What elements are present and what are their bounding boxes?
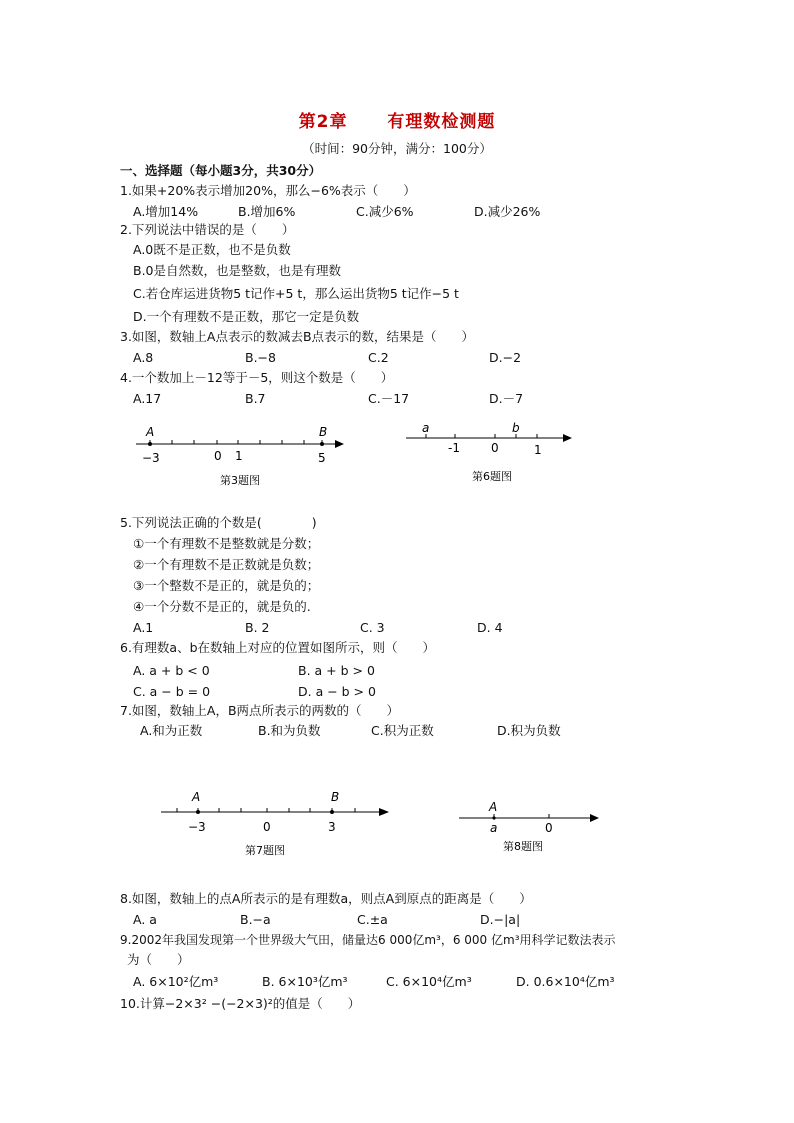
q5-statement-3: ③一个整数不是正的，就是负的； (133, 578, 320, 593)
q5-statement-2: ②一个有理数不是正数就是负数； (133, 557, 320, 572)
q5-option-d: D. 4 (477, 620, 503, 635)
section-heading: 一、选择题（每小题3分，共30分） (120, 163, 322, 178)
q9-option-c: C. 6×10⁴亿m³ (386, 974, 472, 989)
fig7-point-b: B (331, 790, 340, 804)
chapter-label: 第2章 (298, 112, 348, 132)
q5-statement-4: ④一个分数不是正的，就是负的. (133, 599, 311, 614)
fig3-label-0: 0 (214, 449, 222, 463)
q8-option-a: A. a (133, 912, 157, 927)
q1-option-a: A.增加14% (133, 204, 199, 219)
figure-6-number-line (400, 418, 580, 488)
question-2: 2.下列说法中错误的是（ ） (120, 222, 295, 237)
fig7-label-3: 3 (328, 820, 336, 834)
q2-option-c: C.若仓库运进货物5 t记作+5 t，那么运出货物5 t记作−5 t (133, 286, 459, 301)
q8-option-d: D.−|a| (480, 912, 521, 927)
fig7-label-0: 0 (263, 820, 271, 834)
q6-option-c: C. a − b = 0 (133, 684, 211, 699)
question-1: 1.如果+20%表示增加20%，那么−6%表示（ ） (120, 183, 416, 198)
q3-option-a: A.8 (133, 350, 154, 365)
q1-option-c: C.减少6% (356, 204, 414, 219)
fig8-label-a: a (490, 821, 498, 835)
q2-option-d: D.一个有理数不是正数，那它一定是负数 (133, 309, 360, 324)
figure-3-number-line (130, 420, 360, 490)
fig6-label-1: 1 (534, 443, 542, 457)
exam-info: （时间：90分钟，满分：100分） (302, 141, 492, 156)
q3-option-b: B.−8 (245, 350, 276, 365)
fig7-point-a: A (192, 790, 201, 804)
q7-option-c: C.积为正数 (371, 723, 434, 738)
q5-option-b: B. 2 (245, 620, 270, 635)
q5-option-c: C. 3 (360, 620, 385, 635)
fig3-label-neg3: −3 (142, 451, 160, 465)
page-title (0, 107, 794, 132)
question-8: 8.如图，数轴上的点A所表示的是有理数a，则点A到原点的距离是（ ） (120, 891, 532, 906)
question-6: 6.有理数a、b在数轴上对应的位置如图所示，则（ ） (120, 640, 436, 655)
fig3-point-b: B (319, 425, 328, 439)
fig3-label-5: 5 (318, 451, 326, 465)
q3-option-c: C.2 (368, 350, 389, 365)
q6-option-b: B. a + b > 0 (298, 663, 375, 678)
chapter-name: 有理数检测题 (387, 112, 496, 132)
fig6-point-b: b (512, 421, 520, 435)
fig6-label-0: 0 (491, 441, 499, 455)
fig6-point-a: a (422, 421, 430, 435)
q5-statement-1: ①一个有理数不是整数就是分数； (133, 536, 320, 551)
q5-option-a: A.1 (133, 620, 154, 635)
question-9: 9.2002年我国发现第一个世界级大气田，储量达6 000亿m³，6 000 亿m³用科学记数法表示 (120, 933, 616, 947)
fig8-point-a: A (489, 800, 498, 814)
question-4: 4.一个数加上－12等于－5，则这个数是（ ） (120, 370, 394, 385)
fig6-label-neg1: -1 (448, 441, 460, 455)
q1-option-d: D.减少26% (474, 204, 541, 219)
question-3: 3.如图，数轴上A点表示的数减去B点表示的数，结果是（ ） (120, 329, 475, 344)
question-7: 7.如图，数轴上A，B两点所表示的两数的（ ） (120, 703, 400, 718)
q1-option-b: B.增加6% (238, 204, 296, 219)
q7-option-a: A.和为正数 (140, 723, 203, 738)
fig8-caption: 第8题图 (503, 840, 543, 853)
q9-option-d: D. 0.6×10⁴亿m³ (516, 974, 615, 989)
question-9-continued: 为（ ） (127, 952, 190, 967)
q4-option-c: C.－17 (368, 391, 410, 406)
q4-option-d: D.－7 (489, 391, 524, 406)
fig7-caption: 第7题图 (245, 844, 285, 857)
q8-option-c: C.±a (357, 912, 388, 927)
figure-8-number-line (455, 796, 605, 858)
q7-option-d: D.积为负数 (497, 723, 561, 738)
q6-option-a: A. a + b < 0 (133, 663, 210, 678)
q9-option-a: A. 6×10²亿m³ (133, 974, 219, 989)
fig6-caption: 第6题图 (472, 470, 512, 483)
fig3-point-a: A (146, 425, 155, 439)
q6-option-d: D. a − b > 0 (298, 684, 376, 699)
q4-option-a: A.17 (133, 391, 162, 406)
question-10: 10.计算−2×3² −(−2×3)²的值是（ ） (120, 996, 361, 1011)
q2-option-a: A.0既不是正数，也不是负数 (133, 242, 291, 257)
q4-option-b: B.7 (245, 391, 266, 406)
q8-option-b: B.−a (240, 912, 271, 927)
q9-option-b: B. 6×10³亿m³ (262, 974, 348, 989)
fig3-label-1: 1 (235, 449, 243, 463)
fig8-label-0: 0 (545, 821, 553, 835)
q7-option-b: B.和为负数 (258, 723, 321, 738)
question-5: 5.下列说法正确的个数是( ) (120, 515, 317, 530)
q2-option-b: B.0是自然数，也是整数，也是有理数 (133, 263, 342, 278)
q3-option-d: D.−2 (489, 350, 522, 365)
fig7-label-neg3: −3 (188, 820, 206, 834)
figure-7-number-line (155, 786, 400, 858)
fig3-caption: 第3题图 (220, 474, 260, 487)
